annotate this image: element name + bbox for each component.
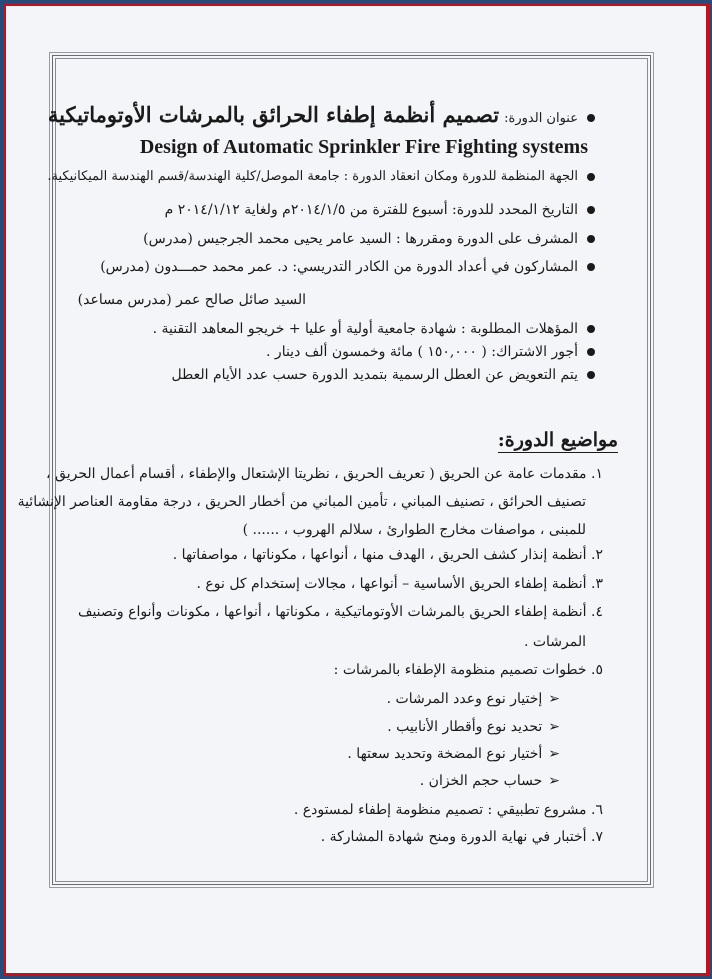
topic-5: ٥. خطوات تصميم منظومة الإطفاء بالمرشات : xyxy=(333,662,603,678)
course-title-arabic: تصميم أنظمة إطفاء الحرائق بالمرشات الأوتوماتيكية xyxy=(47,102,500,127)
info-qualifications xyxy=(153,321,595,337)
design-step-4 xyxy=(420,773,560,789)
topic-2: ٢. أنظمة إنذار كشف الحريق ، الهدف منها ، أنواعها ، مكوناتها ، مواصفاتها . xyxy=(172,547,603,563)
arrow-bullet-icon: ➢ xyxy=(548,746,560,762)
info-text: يتم التعويض عن العطل الرسمية بتمديد الدورة حسب عدد الأيام العطل xyxy=(171,367,578,383)
bullet-icon xyxy=(587,206,595,214)
bullet-icon xyxy=(587,173,595,181)
info-participants xyxy=(100,259,595,275)
info-text: التاريخ المحدد للدورة: أسبوع للفترة من ٢٠١٤/١/٥م ولغاية ٢٠١٤/١/١٢ م xyxy=(164,202,578,218)
course-title-label: عنوان الدورة: xyxy=(504,111,578,126)
course-title-row xyxy=(48,102,595,127)
bullet-icon xyxy=(587,325,595,333)
topic-1-line-3: للمبنى ، مواصفات مخارج الطوارئ ، سلالم الهروب ، ...... ) xyxy=(242,522,586,538)
topic-3: ٣. أنظمة إطفاء الحريق الأساسية – أنواعها ، مجالات إستخدام كل نوع . xyxy=(196,576,603,592)
arrow-bullet-icon: ➢ xyxy=(548,719,560,735)
info-fees xyxy=(266,344,595,360)
step-text: أختيار نوع المضخة وتحديد سعتها . xyxy=(347,746,543,762)
info-text: أجور الاشتراك: ( ١٥٠,٠٠٠ ) مائة وخمسون ألف دينار . xyxy=(266,344,578,360)
info-participant-2: السيد صائل صالح عمر (مدرس مساعد) xyxy=(77,292,306,308)
info-dates xyxy=(165,202,595,218)
step-text: تحديد نوع وأقطار الأنابيب . xyxy=(387,719,543,735)
info-text: الجهة المنظمة للدورة ومكان انعقاد الدورة : جامعة الموصل/كلية الهندسة/قسم الهندسة الميكانيكية. xyxy=(47,169,578,184)
info-text: المؤهلات المطلوبة : شهادة جامعية أولية أو عليا + خريجو المعاهد التقنية . xyxy=(152,321,578,337)
topic-1-line-2: تصنيف الحرائق ، تصنيف المباني ، تأمين المباني من أخطار الحريق ، درجة مقاومة العناصر الإنشائية xyxy=(17,494,586,510)
topic-1-line-1: ١. مقدمات عامة عن الحريق ( تعريف الحريق ، نظريتا الإشتعال والإطفاء ، أقسام أعمال الحريق ، xyxy=(46,466,603,482)
bullet-icon xyxy=(587,263,595,271)
info-supervisor xyxy=(143,231,595,247)
course-title-english: Design of Automatic Sprinkler Fire Fighting systems xyxy=(139,136,588,158)
step-text: حساب حجم الخزان . xyxy=(419,773,543,789)
document-page xyxy=(6,6,706,973)
design-step-3 xyxy=(347,746,560,762)
topic-6: ٦. مشروع تطبيقي : تصميم منظومة إطفاء لمستودع . xyxy=(293,802,603,818)
arrow-bullet-icon: ➢ xyxy=(548,773,560,789)
topic-4-line-1: ٤. أنظمة إطفاء الحريق بالمرشات الأوتوماتيكية ، مكوناتها ، أنواعها ، مكونات وأنواع وتصنيف xyxy=(77,604,603,620)
bullet-icon xyxy=(587,235,595,243)
bullet-icon xyxy=(587,371,595,379)
bullet-icon xyxy=(587,114,595,122)
topic-7: ٧. أختبار في نهاية الدورة ومنح شهادة المشاركة . xyxy=(320,829,603,845)
info-text: المشرف على الدورة ومقررها : السيد عامر يحيى محمد الجرجيس (مدرس) xyxy=(143,231,578,247)
bullet-icon xyxy=(587,348,595,356)
step-text: إختيار نوع وعدد المرشات . xyxy=(386,691,543,707)
info-organizer xyxy=(47,169,595,184)
arrow-bullet-icon: ➢ xyxy=(548,691,560,707)
design-step-2 xyxy=(387,719,560,735)
topic-4-line-2: المرشات . xyxy=(523,634,586,650)
info-text: المشاركون في أعداد الدورة من الكادر التدريسي: د. عمر محمد حمـــدون (مدرس) xyxy=(100,259,578,275)
design-step-1 xyxy=(387,691,560,707)
info-holidays xyxy=(172,367,596,383)
topics-heading: مواضيع الدورة: xyxy=(497,429,618,451)
